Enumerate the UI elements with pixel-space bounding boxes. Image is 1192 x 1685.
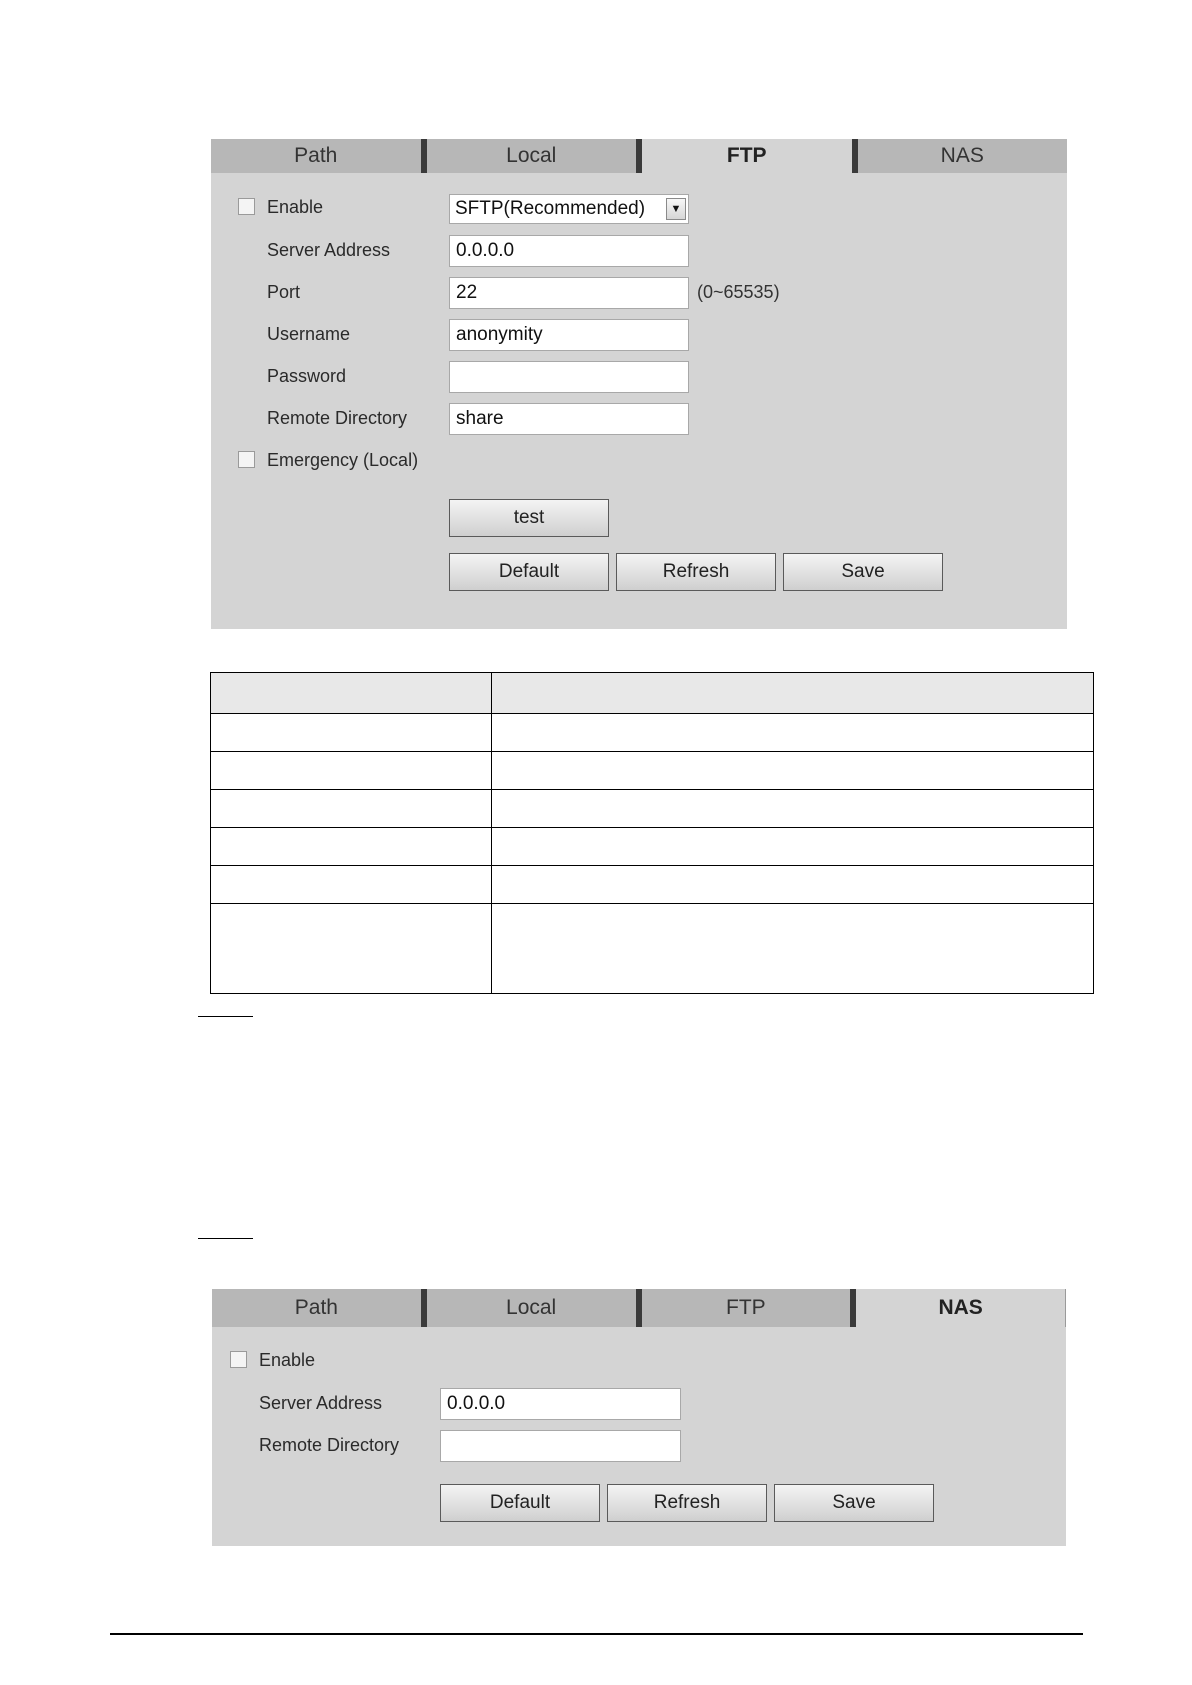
tab-ftp[interactable]: FTP xyxy=(636,1289,851,1327)
chevron-down-icon[interactable]: ▼ xyxy=(666,198,686,220)
table-row xyxy=(211,752,1094,790)
note-divider xyxy=(198,1238,253,1239)
password-input[interactable] xyxy=(449,361,689,393)
password-label: Password xyxy=(267,366,347,386)
nas-default-button[interactable]: Default xyxy=(440,1484,600,1522)
test-button[interactable]: test xyxy=(449,499,609,537)
enable-label: Enable xyxy=(267,197,324,217)
server-address-input[interactable] xyxy=(449,235,689,267)
nas-enable-checkbox[interactable] xyxy=(230,1351,247,1368)
username-input[interactable] xyxy=(449,319,689,351)
nas-server-address-input[interactable] xyxy=(440,1388,681,1420)
refresh-button[interactable]: Refresh xyxy=(616,553,776,591)
nas-settings-panel xyxy=(212,1289,1066,1546)
tab-local[interactable]: Local xyxy=(421,1289,636,1327)
footer-divider xyxy=(110,1633,1083,1635)
emergency-local-checkbox[interactable] xyxy=(238,451,255,468)
default-button[interactable]: Default xyxy=(449,553,609,591)
tab-local[interactable]: Local xyxy=(421,139,637,173)
tab-path[interactable]: Path xyxy=(211,139,421,173)
table-row xyxy=(211,904,1094,994)
port-range-hint: (0~65535) xyxy=(697,282,780,302)
table-row xyxy=(211,866,1094,904)
table-header-row xyxy=(211,673,1094,714)
ftp-panel-tabs xyxy=(211,139,1067,173)
protocol-select[interactable] xyxy=(449,194,689,224)
tab-nas[interactable]: NAS xyxy=(850,1289,1066,1327)
ftp-settings-panel xyxy=(211,139,1067,629)
nas-server-address-label: Server Address xyxy=(259,1393,383,1413)
tab-ftp[interactable]: FTP xyxy=(636,139,852,173)
enable-checkbox[interactable] xyxy=(238,198,255,215)
table-row xyxy=(211,828,1094,866)
username-label: Username xyxy=(267,324,351,344)
protocol-select-value: SFTP(Recommended) xyxy=(455,198,646,219)
note-divider xyxy=(198,1016,253,1017)
port-label: Port xyxy=(267,282,301,302)
table-row xyxy=(211,714,1094,752)
server-address-label: Server Address xyxy=(267,240,391,260)
remote-directory-input[interactable] xyxy=(449,403,689,435)
tab-path[interactable]: Path xyxy=(212,1289,421,1327)
nas-remote-directory-label: Remote Directory xyxy=(259,1435,400,1455)
nas-panel-tabs xyxy=(212,1289,1066,1327)
remote-directory-label: Remote Directory xyxy=(267,408,408,428)
port-input[interactable] xyxy=(449,277,689,309)
table-row xyxy=(211,790,1094,828)
emergency-local-label: Emergency (Local) xyxy=(267,450,419,470)
parameter-table xyxy=(210,672,1094,994)
nas-save-button[interactable]: Save xyxy=(774,1484,934,1522)
nas-enable-label: Enable xyxy=(259,1350,316,1370)
nas-remote-directory-input[interactable] xyxy=(440,1430,681,1462)
nas-refresh-button[interactable]: Refresh xyxy=(607,1484,767,1522)
tab-nas[interactable]: NAS xyxy=(852,139,1068,173)
save-button[interactable]: Save xyxy=(783,553,943,591)
